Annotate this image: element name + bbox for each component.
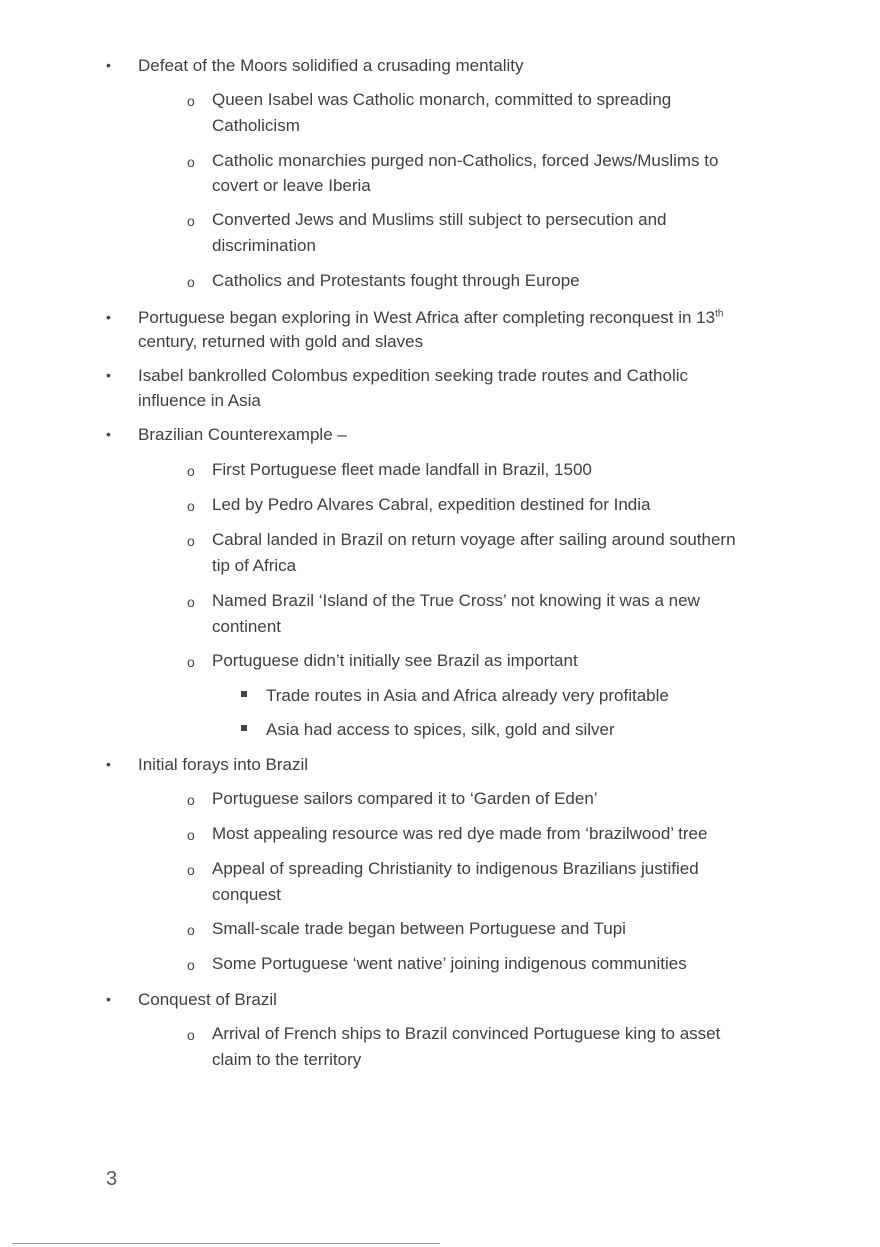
sub-bullet-marker: o: [187, 463, 195, 479]
bullet-text: Brazilian Counterexample –: [138, 425, 347, 444]
bullet-text: century, returned with gold and slaves: [138, 332, 424, 351]
bullet-text: influence in Asia: [138, 391, 261, 410]
square-bullet-marker: [241, 691, 247, 697]
sub-bullet-text: Converted Jews and Muslims still subject to persecution and: [212, 210, 667, 229]
sub-bullet-marker: o: [187, 274, 195, 290]
bullet-text-main: Portuguese began exploring in West Africa after completing reconquest in 13: [138, 308, 716, 327]
sub-bullet-marker: o: [187, 1027, 195, 1043]
bullet-text: Defeat of the Moors solidified a crusading mentality: [138, 56, 524, 75]
sub-bullet-text: Portuguese sailors compared it to ‘Garden of Eden’: [212, 789, 598, 808]
square-bullet-marker: [241, 725, 247, 731]
sub-bullet-marker: o: [187, 154, 195, 170]
sub-bullet-text: tip of Africa: [212, 556, 297, 575]
sub-bullet-text: Led by Pedro Alvares Cabral, expedition destined for India: [212, 495, 651, 514]
sub-bullet-text: Some Portuguese ‘went native’ joining indigenous communities: [212, 954, 687, 973]
sub-bullet-text: Catholicism: [212, 116, 300, 135]
sub-bullet-text: Portuguese didn’t initially see Brazil as important: [212, 651, 578, 670]
ordinal-superscript: th: [715, 308, 724, 320]
sub-bullet-text: continent: [212, 617, 281, 636]
sub-bullet-marker: o: [187, 93, 195, 109]
bullet-text: Isabel bankrolled Colombus expedition seeking trade routes and Catholic: [138, 366, 689, 385]
sub-bullet-marker: o: [187, 862, 195, 878]
sub-bullet-text: covert or leave Iberia: [212, 176, 371, 195]
sub-bullet-text: Named Brazil ‘Island of the True Cross’ not knowing it was a new: [212, 591, 700, 610]
bullet-text: [138, 305, 723, 331]
sub-sub-bullet-text: Asia had access to spices, silk, gold and silver: [266, 720, 615, 739]
bullet-marker: •: [106, 756, 111, 772]
sub-bullet-text: Catholic monarchies purged non-Catholics, forced Jews/Muslims to: [212, 151, 719, 170]
bullet-text: Conquest of Brazil: [138, 990, 277, 1009]
sub-bullet-text: Queen Isabel was Catholic monarch, committed to spreading: [212, 90, 672, 109]
sub-bullet-marker: o: [187, 533, 195, 549]
bullet-marker: •: [106, 309, 111, 325]
sub-bullet-text: Small-scale trade began between Portuguese and Tupi: [212, 919, 626, 938]
sub-bullet-marker: o: [187, 827, 195, 843]
sub-bullet-text: claim to the territory: [212, 1050, 362, 1069]
sub-bullet-marker: o: [187, 498, 195, 514]
bullet-marker: •: [106, 367, 111, 383]
sub-bullet-text: discrimination: [212, 236, 316, 255]
footer-divider: [12, 1243, 440, 1244]
sub-bullet-text: Arrival of French ships to Brazil convinced Portuguese king to asset: [212, 1024, 721, 1043]
sub-bullet-marker: o: [187, 957, 195, 973]
sub-bullet-marker: o: [187, 594, 195, 610]
bullet-marker: •: [106, 426, 111, 442]
bullet-marker: •: [106, 991, 111, 1007]
sub-bullet-marker: o: [187, 213, 195, 229]
sub-bullet-marker: o: [187, 792, 195, 808]
sub-sub-bullet-text: Trade routes in Asia and Africa already very profitable: [266, 686, 669, 705]
sub-bullet-text: Cabral landed in Brazil on return voyage after sailing around southern: [212, 530, 736, 549]
bullet-marker: •: [106, 57, 111, 73]
sub-bullet-marker: o: [187, 654, 195, 670]
sub-bullet-text: Catholics and Protestants fought through Europe: [212, 271, 580, 290]
sub-bullet-text: conquest: [212, 885, 281, 904]
bullet-text: Initial forays into Brazil: [138, 755, 309, 774]
sub-bullet-marker: o: [187, 922, 195, 938]
sub-bullet-text: First Portuguese fleet made landfall in Brazil, 1500: [212, 460, 592, 479]
page-number: 3: [106, 1168, 118, 1190]
sub-bullet-text: Most appealing resource was red dye made from ‘brazilwood’ tree: [212, 824, 708, 843]
sub-bullet-text: Appeal of spreading Christianity to indigenous Brazilians justified: [212, 859, 699, 878]
